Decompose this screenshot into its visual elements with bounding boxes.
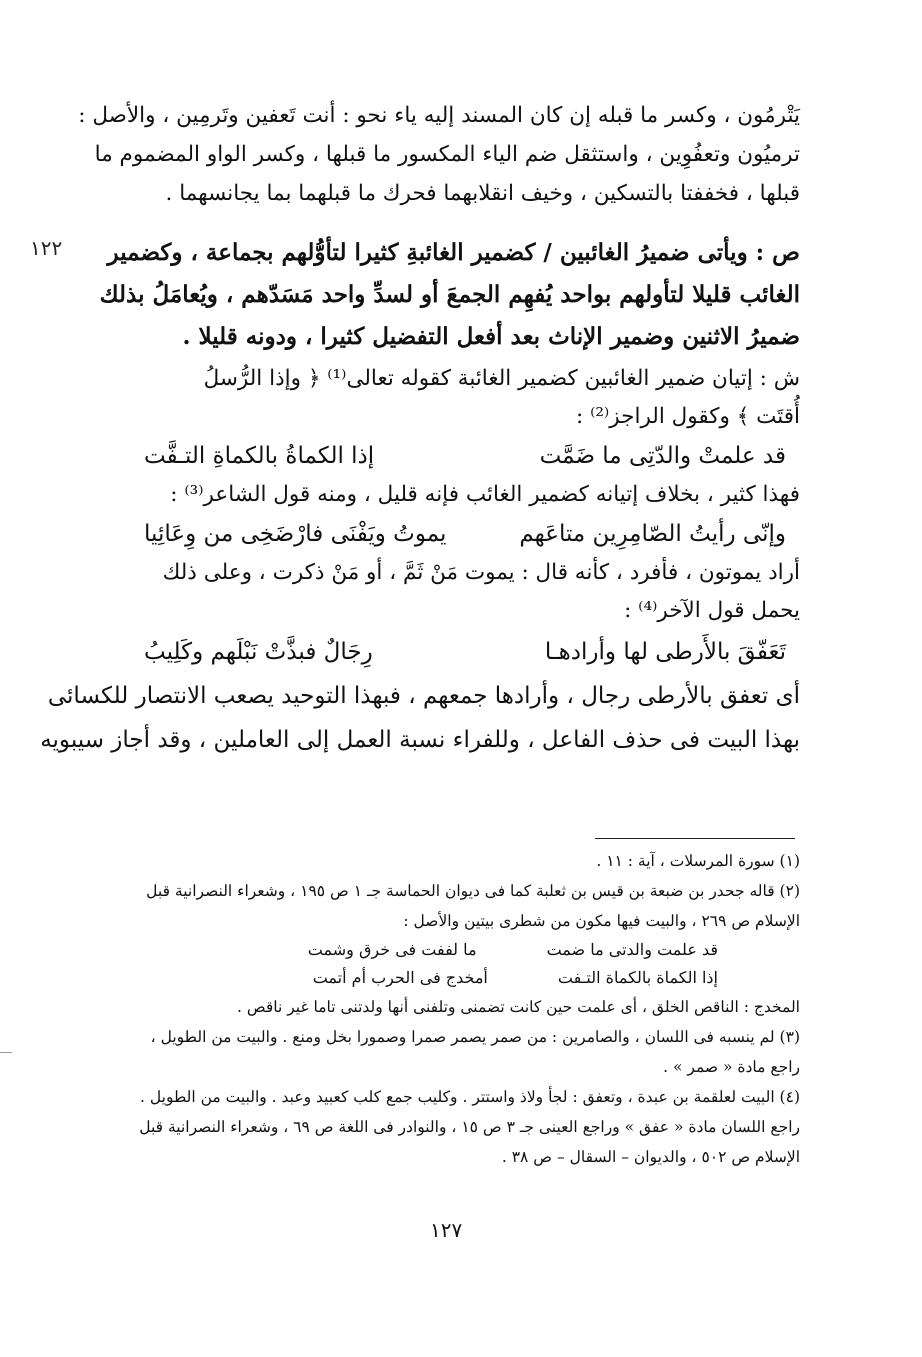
matn-paragraph [99, 232, 800, 358]
verse-second-hemistich: إذا الكماةُ بالكماةِ التـفَّت [144, 443, 375, 469]
footnote-2-gloss: المخدج : الناقص الخلق ، أى علمت حين كانت تضمنى وتلفنى أنها ولدتنى تاما غير ناقص . [237, 998, 800, 1016]
verse-second-hemistich: رِجَالٌ فبذَّتْ نَبْلَهم وكَلِيبُ [144, 639, 373, 665]
footnote-2-line: (٢) قاله جحدر بن ضبعة بن قيس بن ثعلبة كما فى ديوان الحماسة جـ ١ ص ١٩٥ ، وشعراء النصرانية قبل [146, 882, 800, 900]
footnote-verse [128, 964, 800, 992]
sharh-line: ش : إتيان ضمير الغائبين كضمير الغائبة كقوله تعالى⁽¹⁾ ﴿ وإذا الرُّسلُ [203, 366, 800, 391]
verse-first-hemistich: قد علمتْ والدّتِى ما ضَمَّت [539, 443, 786, 469]
footnote-2-line: الإسلام ص ٢٦٩ ، والبيت فيها مكون من شطرى بيتين والأصل : [403, 912, 800, 930]
footnote-4-line: (٤) البيت لعلقمة بن عبدة ، وتعفق : لجأ ولاذ واستتر . وكليب جمع كلب كعبيد وعبد . والبيت من الطويل . [140, 1088, 800, 1106]
footnote-verse [128, 936, 800, 964]
sharh-line: أراد يموتون ، فأفرد ، كأنه قال : يموت مَنْ ثَمَّ ، أو مَنْ ذكرت ، وعلى ذلك [162, 560, 800, 585]
verse-line [130, 436, 800, 476]
sharh-line: أُقتَت ﴾ وكقول الراجز⁽²⁾ : [576, 404, 800, 429]
verse-line [130, 630, 800, 674]
footnote-verse-first: إذا الكماة بالكماة التـفت [557, 968, 718, 987]
verse-second-hemistich: يموتُ ويَفْنَى فارْضَخِى من وِعَائِيا [144, 521, 447, 547]
verse-first-hemistich: تَعَفّقَ بالأَرطى لها وأرادهـا [544, 639, 786, 665]
footnote-1: (١) سورة المرسلات ، آية : ١١ . [596, 852, 800, 870]
verse-line [130, 514, 800, 554]
sharh-line: بهذا البيت فى حذف الفاعل ، وللفراء نسبة العمل إلى العاملين ، وقد أجاز سيبويه [40, 727, 800, 753]
footnote-3-line: راجع مادة « صمر » . [663, 1058, 800, 1076]
footnote-separator [595, 838, 795, 839]
verse-first-hemistich: وإنّى رأيتُ الصّامِرِين متاعَهم [519, 521, 786, 547]
sharh-line: يحمل قول الآخر⁽⁴⁾ : [624, 598, 800, 623]
text-line: قبلها ، فخففتا بالتسكين ، وخيف انقلابهما فحرك ما قبلهما بما يجانسهما . [165, 181, 800, 206]
footnote-4-line: الإسلام ص ٥٠٢ ، والديوان – السقال – ص ٣٨ . [501, 1148, 800, 1166]
text-line: يَتْرمُون ، وكسر ما قبله إن كان المسند إليه ياء نحو : أنت تَعفين وتَرمِين ، والأصل : [78, 103, 800, 128]
matn-line: الغائب قليلا لتأولهم بواحد يُفهِم الجمعَ أو لسدِّ واحد مَسَدّهم ، ويُعامَلُ بذلك [99, 281, 800, 308]
footnote-verse-first: قد علمت والدتى ما ضمت [546, 940, 718, 959]
sharh-line: فهذا كثير ، بخلاف إتيانه كضمير الغائب فإنه قليل ، ومنه قول الشاعر⁽³⁾ : [170, 482, 800, 507]
scan-edge-mark [0, 1052, 12, 1053]
text-line: ترميُون وتعفُوِين ، واستثقل ضم الياء المكسور ما قبلها ، وكسر الواو المضموم ما [94, 142, 800, 167]
footnote-4-line: راجع اللسان مادة « عفق » وراجع العينى جـ ٣ ص ١٥ ، والنوادر فى اللغة ص ٦٩ ، وشعراء النصرانية قبل [139, 1118, 800, 1136]
page-number: ١٢٧ [430, 1218, 463, 1242]
footnotes [128, 846, 800, 1172]
footnote-verse-second: أمخدج فى الحرب أم أتمت [312, 968, 488, 987]
intro-paragraph [78, 96, 800, 213]
footnote-3-line: (٣) لم ينسبه فى اللسان ، والصامرين : من صمر يصمر صمرا وصمورا بخل ومنع . والبيت من الطويل ، [150, 1028, 800, 1046]
sharh-line: أى تعفق بالأرطى رجال ، وأرادها جمعهم ، فبهذا التوحيد يصعب الانتصار للكسائى [47, 683, 800, 709]
sharh-section [40, 360, 800, 762]
margin-page-reference: ١٢٢ [30, 236, 63, 260]
matn-line: ضميرُ الاثنين وضمير الإناث بعد أفعل التفضيل كثيرا ، ودونه قليلا . [182, 323, 800, 350]
footnote-verse-second: ما لففت فى خرق وشمت [307, 940, 477, 959]
matn-line: ص : ويأتى ضميرُ الغائبين / كضمير الغائبةِ كثيرا لتأوُّلهم بجماعة ، وكضمير [107, 239, 800, 266]
